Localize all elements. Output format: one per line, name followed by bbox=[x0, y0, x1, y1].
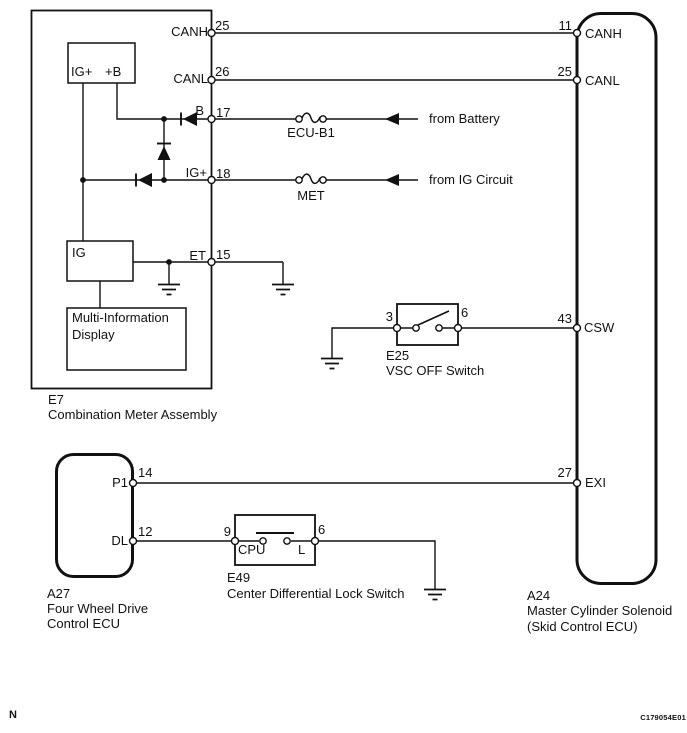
a24-pin-csw-name: CSW bbox=[584, 320, 615, 335]
footer-page-mark: N bbox=[9, 709, 17, 721]
a27-pin-dl-number: 12 bbox=[138, 524, 153, 539]
footer-figure-code: C179054E01 bbox=[640, 713, 686, 722]
e7-pin-et-name: ET bbox=[189, 248, 206, 263]
e25-code: E25 bbox=[386, 348, 410, 363]
csw-wire bbox=[332, 328, 577, 358]
a27-pin-p1-name: P1 bbox=[112, 475, 128, 490]
a27-pin-dl-name: DL bbox=[111, 533, 128, 548]
a24-pin-canh-name: CANH bbox=[585, 26, 622, 41]
a24-pin-exi-name: EXI bbox=[585, 475, 606, 490]
e49-pin-6-number: 6 bbox=[318, 522, 326, 537]
e25-name: VSC OFF Switch bbox=[386, 363, 485, 378]
e25-pin-6-number: 6 bbox=[461, 305, 469, 320]
e7-pin-ig-name: IG+ bbox=[185, 165, 207, 180]
arrow-from-battery-icon bbox=[385, 113, 399, 125]
a27-name-line2: Control ECU bbox=[47, 616, 120, 631]
e7-ig-box-label: IG bbox=[72, 245, 86, 260]
e7-power-box-igplus-label: IG+ bbox=[71, 64, 93, 79]
a27-name-line1: Four Wheel Drive bbox=[47, 601, 149, 616]
a24-name-line2: (Skid Control ECU) bbox=[527, 619, 638, 634]
a24-name-line1: Master Cylinder Solenoid bbox=[527, 603, 673, 618]
e7-pin-et-number: 15 bbox=[216, 247, 231, 262]
e7-power-box-plusb-label: +B bbox=[105, 64, 122, 79]
junction-dots bbox=[80, 116, 172, 265]
a24-pin-csw-number: 43 bbox=[557, 311, 572, 326]
fuse-met-icon bbox=[296, 174, 326, 183]
e49-terminal-cpu-label: CPU bbox=[238, 542, 266, 557]
e7-pin-canl-number: 26 bbox=[215, 64, 230, 79]
a24-pin-canh-number: 11 bbox=[558, 18, 572, 33]
fuse-ecu-b1-label: ECU-B1 bbox=[287, 125, 335, 140]
a27-code: A27 bbox=[47, 586, 71, 601]
from-battery-label: from Battery bbox=[429, 111, 500, 126]
ground-symbol-et-inner bbox=[158, 285, 180, 295]
e49-pin-9-number: 9 bbox=[223, 524, 231, 539]
fuse-met-label: MET bbox=[297, 188, 325, 203]
e7-pin-canh-number: 25 bbox=[215, 18, 230, 33]
a24-code: A24 bbox=[527, 588, 551, 603]
from-ig-circuit-label: from IG Circuit bbox=[429, 172, 513, 187]
e49-code: E49 bbox=[227, 570, 251, 585]
e7-combination-meter-box bbox=[32, 11, 212, 389]
a24-pin-canl-name: CANL bbox=[585, 73, 620, 88]
e25-pin-3-number: 3 bbox=[385, 309, 393, 324]
e7-pin-canh-name: CANH bbox=[171, 24, 208, 39]
ground-symbol-e25 bbox=[321, 359, 343, 369]
e7-code: E7 bbox=[48, 392, 64, 407]
a24-skid-control-ecu-box bbox=[577, 14, 656, 584]
e25-vsc-off-switch-box bbox=[397, 304, 458, 345]
fuse-ecu-b1-icon bbox=[296, 113, 326, 122]
arrow-from-ig-icon bbox=[385, 174, 399, 186]
ground-symbol-e49 bbox=[424, 590, 446, 600]
e49-terminal-l-label: L bbox=[298, 542, 306, 557]
e49-name: Center Differential Lock Switch bbox=[227, 586, 405, 601]
e7-pin-ig-number: 18 bbox=[216, 166, 231, 181]
display-box-label-line2: Display bbox=[72, 327, 115, 342]
display-box-label-line1: Multi-Information bbox=[72, 310, 169, 325]
a27-pin-p1-number: 14 bbox=[138, 465, 153, 480]
e7-name: Combination Meter Assembly bbox=[48, 407, 218, 422]
e7-pin-b-name: B bbox=[195, 103, 204, 118]
a27-four-wheel-drive-ecu-box bbox=[57, 455, 133, 577]
a24-pin-canl-number: 25 bbox=[557, 64, 572, 79]
et-wire bbox=[133, 262, 283, 284]
ground-symbol-et-outer bbox=[272, 285, 294, 295]
e7-pin-b-number: 17 bbox=[216, 105, 231, 120]
a24-pin-exi-number: 27 bbox=[557, 465, 572, 480]
diode-ig-icon bbox=[136, 173, 152, 187]
e7-pin-canl-name: CANL bbox=[173, 71, 208, 86]
